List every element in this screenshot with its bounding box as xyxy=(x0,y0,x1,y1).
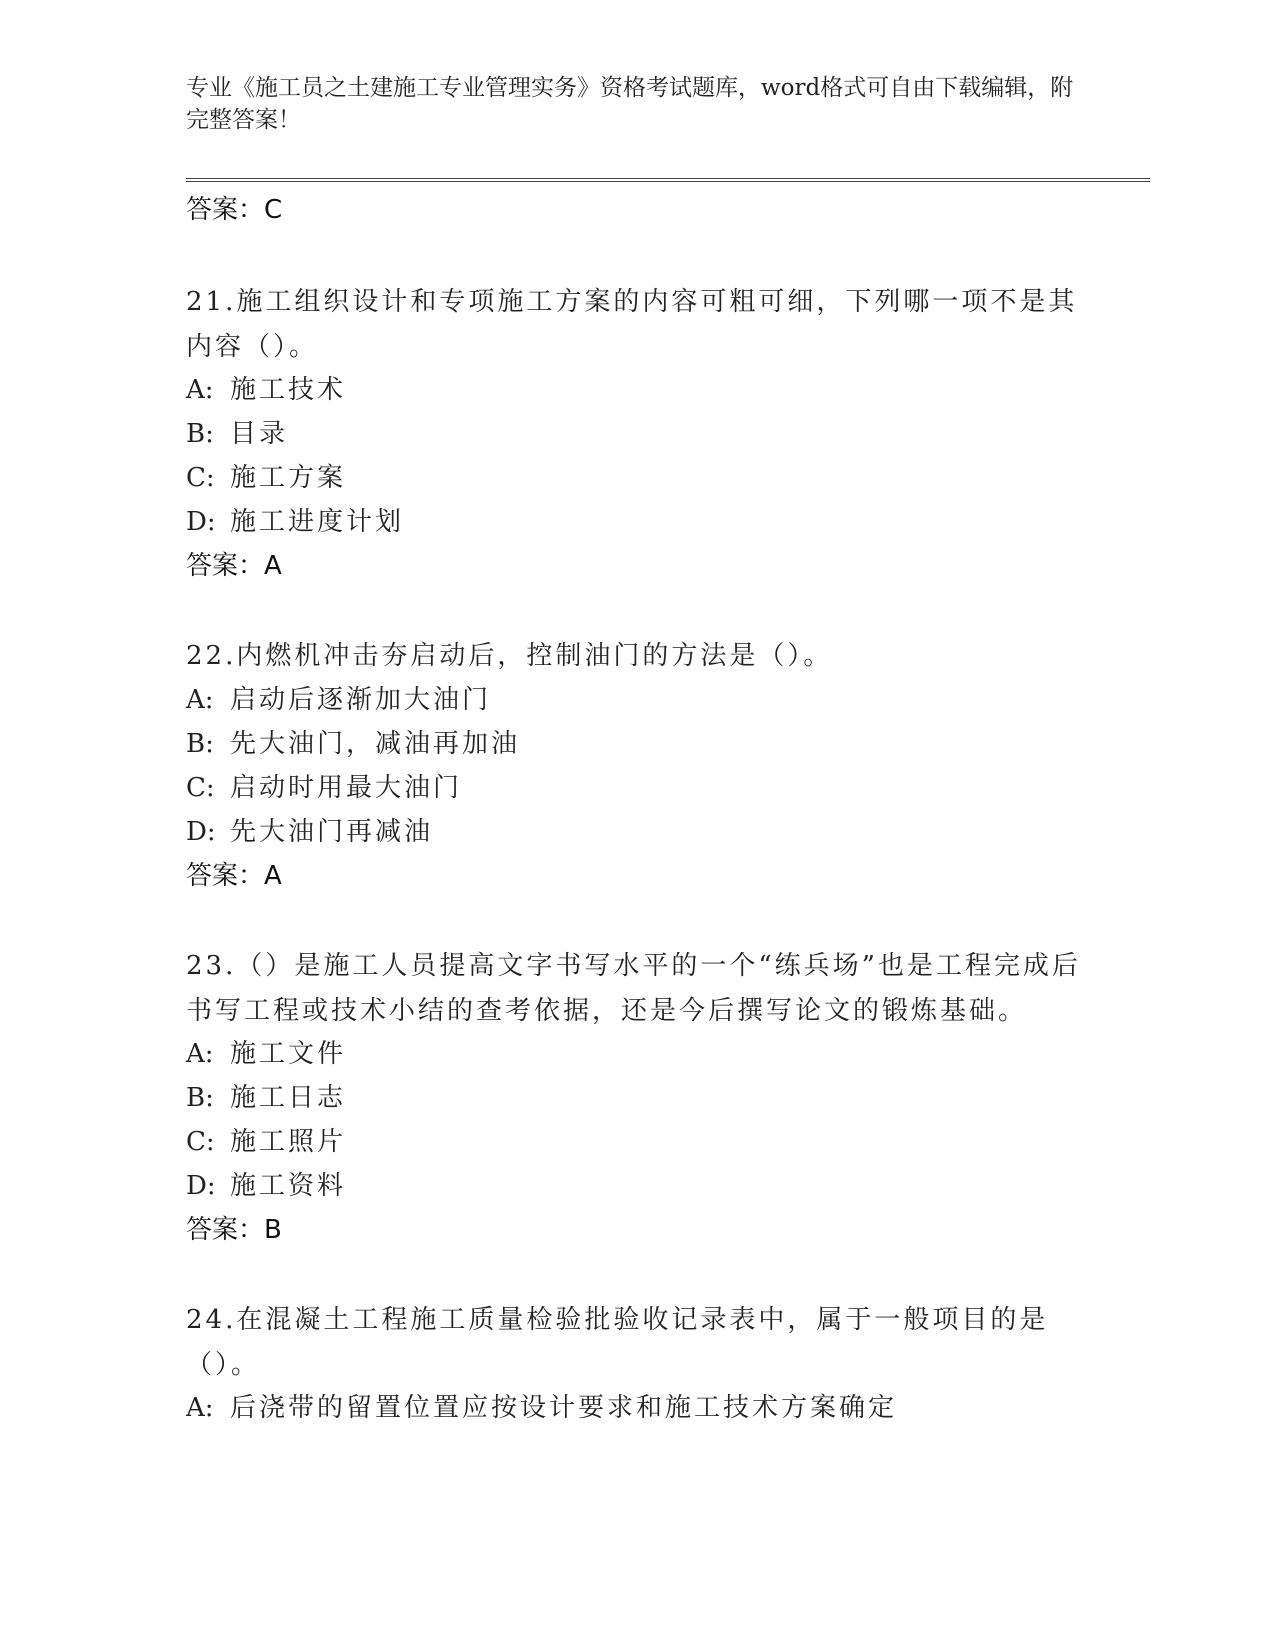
option-letter: B: xyxy=(186,729,214,759)
option-a xyxy=(186,1036,346,1072)
option-letter: D: xyxy=(186,507,216,537)
answer-line: 答案：A xyxy=(186,551,282,581)
option-letter: C: xyxy=(186,463,215,493)
option-b xyxy=(186,1080,346,1116)
header-divider xyxy=(186,178,1150,182)
option-d xyxy=(186,814,433,850)
option-d xyxy=(186,1168,346,1204)
option-text: 后浇带的留置位置应按设计要求和施工技术方案确定 xyxy=(230,1393,898,1423)
option-letter: B: xyxy=(186,419,214,449)
answer-line: 答案：A xyxy=(186,861,282,891)
option-text: 施工方案 xyxy=(230,463,347,493)
option-letter: A: xyxy=(186,1393,214,1423)
option-a xyxy=(186,682,491,718)
option-c xyxy=(186,1124,346,1160)
option-letter: C: xyxy=(186,773,215,803)
option-text: 施工文件 xyxy=(230,1039,347,1069)
option-letter: D: xyxy=(186,817,216,847)
option-text: 施工日志 xyxy=(230,1083,347,1113)
option-text: 施工进度计划 xyxy=(230,507,405,537)
option-d xyxy=(186,504,404,540)
option-text: 先大油门，减油再加油 xyxy=(230,729,521,759)
option-letter: A: xyxy=(186,1039,214,1069)
option-text: 启动时用最大油门 xyxy=(230,773,463,803)
answer-line: 答案：C xyxy=(186,195,283,225)
question-text: 22.内燃机冲击夯启动后，控制油门的方法是（）。 xyxy=(186,641,833,671)
question-text: 24.在混凝土工程施工质量检验批验收记录表中，属于一般项目的是（）。 xyxy=(186,1305,1049,1380)
option-b xyxy=(186,416,288,452)
option-a xyxy=(186,372,346,408)
option-text: 施工资料 xyxy=(230,1171,347,1201)
option-b xyxy=(186,726,520,762)
option-text: 先大油门再减油 xyxy=(230,817,434,847)
option-text: 启动后逐渐加大油门 xyxy=(230,685,492,715)
option-text: 施工技术 xyxy=(230,375,347,405)
option-letter: A: xyxy=(186,685,214,715)
answer-line: 答案：B xyxy=(186,1215,282,1245)
option-text: 目录 xyxy=(230,419,289,449)
question-text: 23.（）是施工人员提高文字书写水平的一个“练兵场”也是工程完成后书写工程或技术小结的查考依据，还是今后撰写论文的锻炼基础。 xyxy=(186,951,1081,1026)
document-header: 专业《施工员之土建施工专业管理实务》资格考试题库，word格式可自由下载编辑，附完整答案！ xyxy=(186,75,1074,133)
option-letter: A: xyxy=(186,375,214,405)
option-c xyxy=(186,770,462,806)
option-text: 施工照片 xyxy=(230,1127,347,1157)
option-letter: D: xyxy=(186,1171,216,1201)
option-letter: C: xyxy=(186,1127,215,1157)
option-letter: B: xyxy=(186,1083,214,1113)
question-text: 21.施工组织设计和专项施工方案的内容可粗可细，下列哪一项不是其内容（）。 xyxy=(186,287,1078,362)
option-c xyxy=(186,460,346,496)
option-a xyxy=(186,1390,897,1426)
